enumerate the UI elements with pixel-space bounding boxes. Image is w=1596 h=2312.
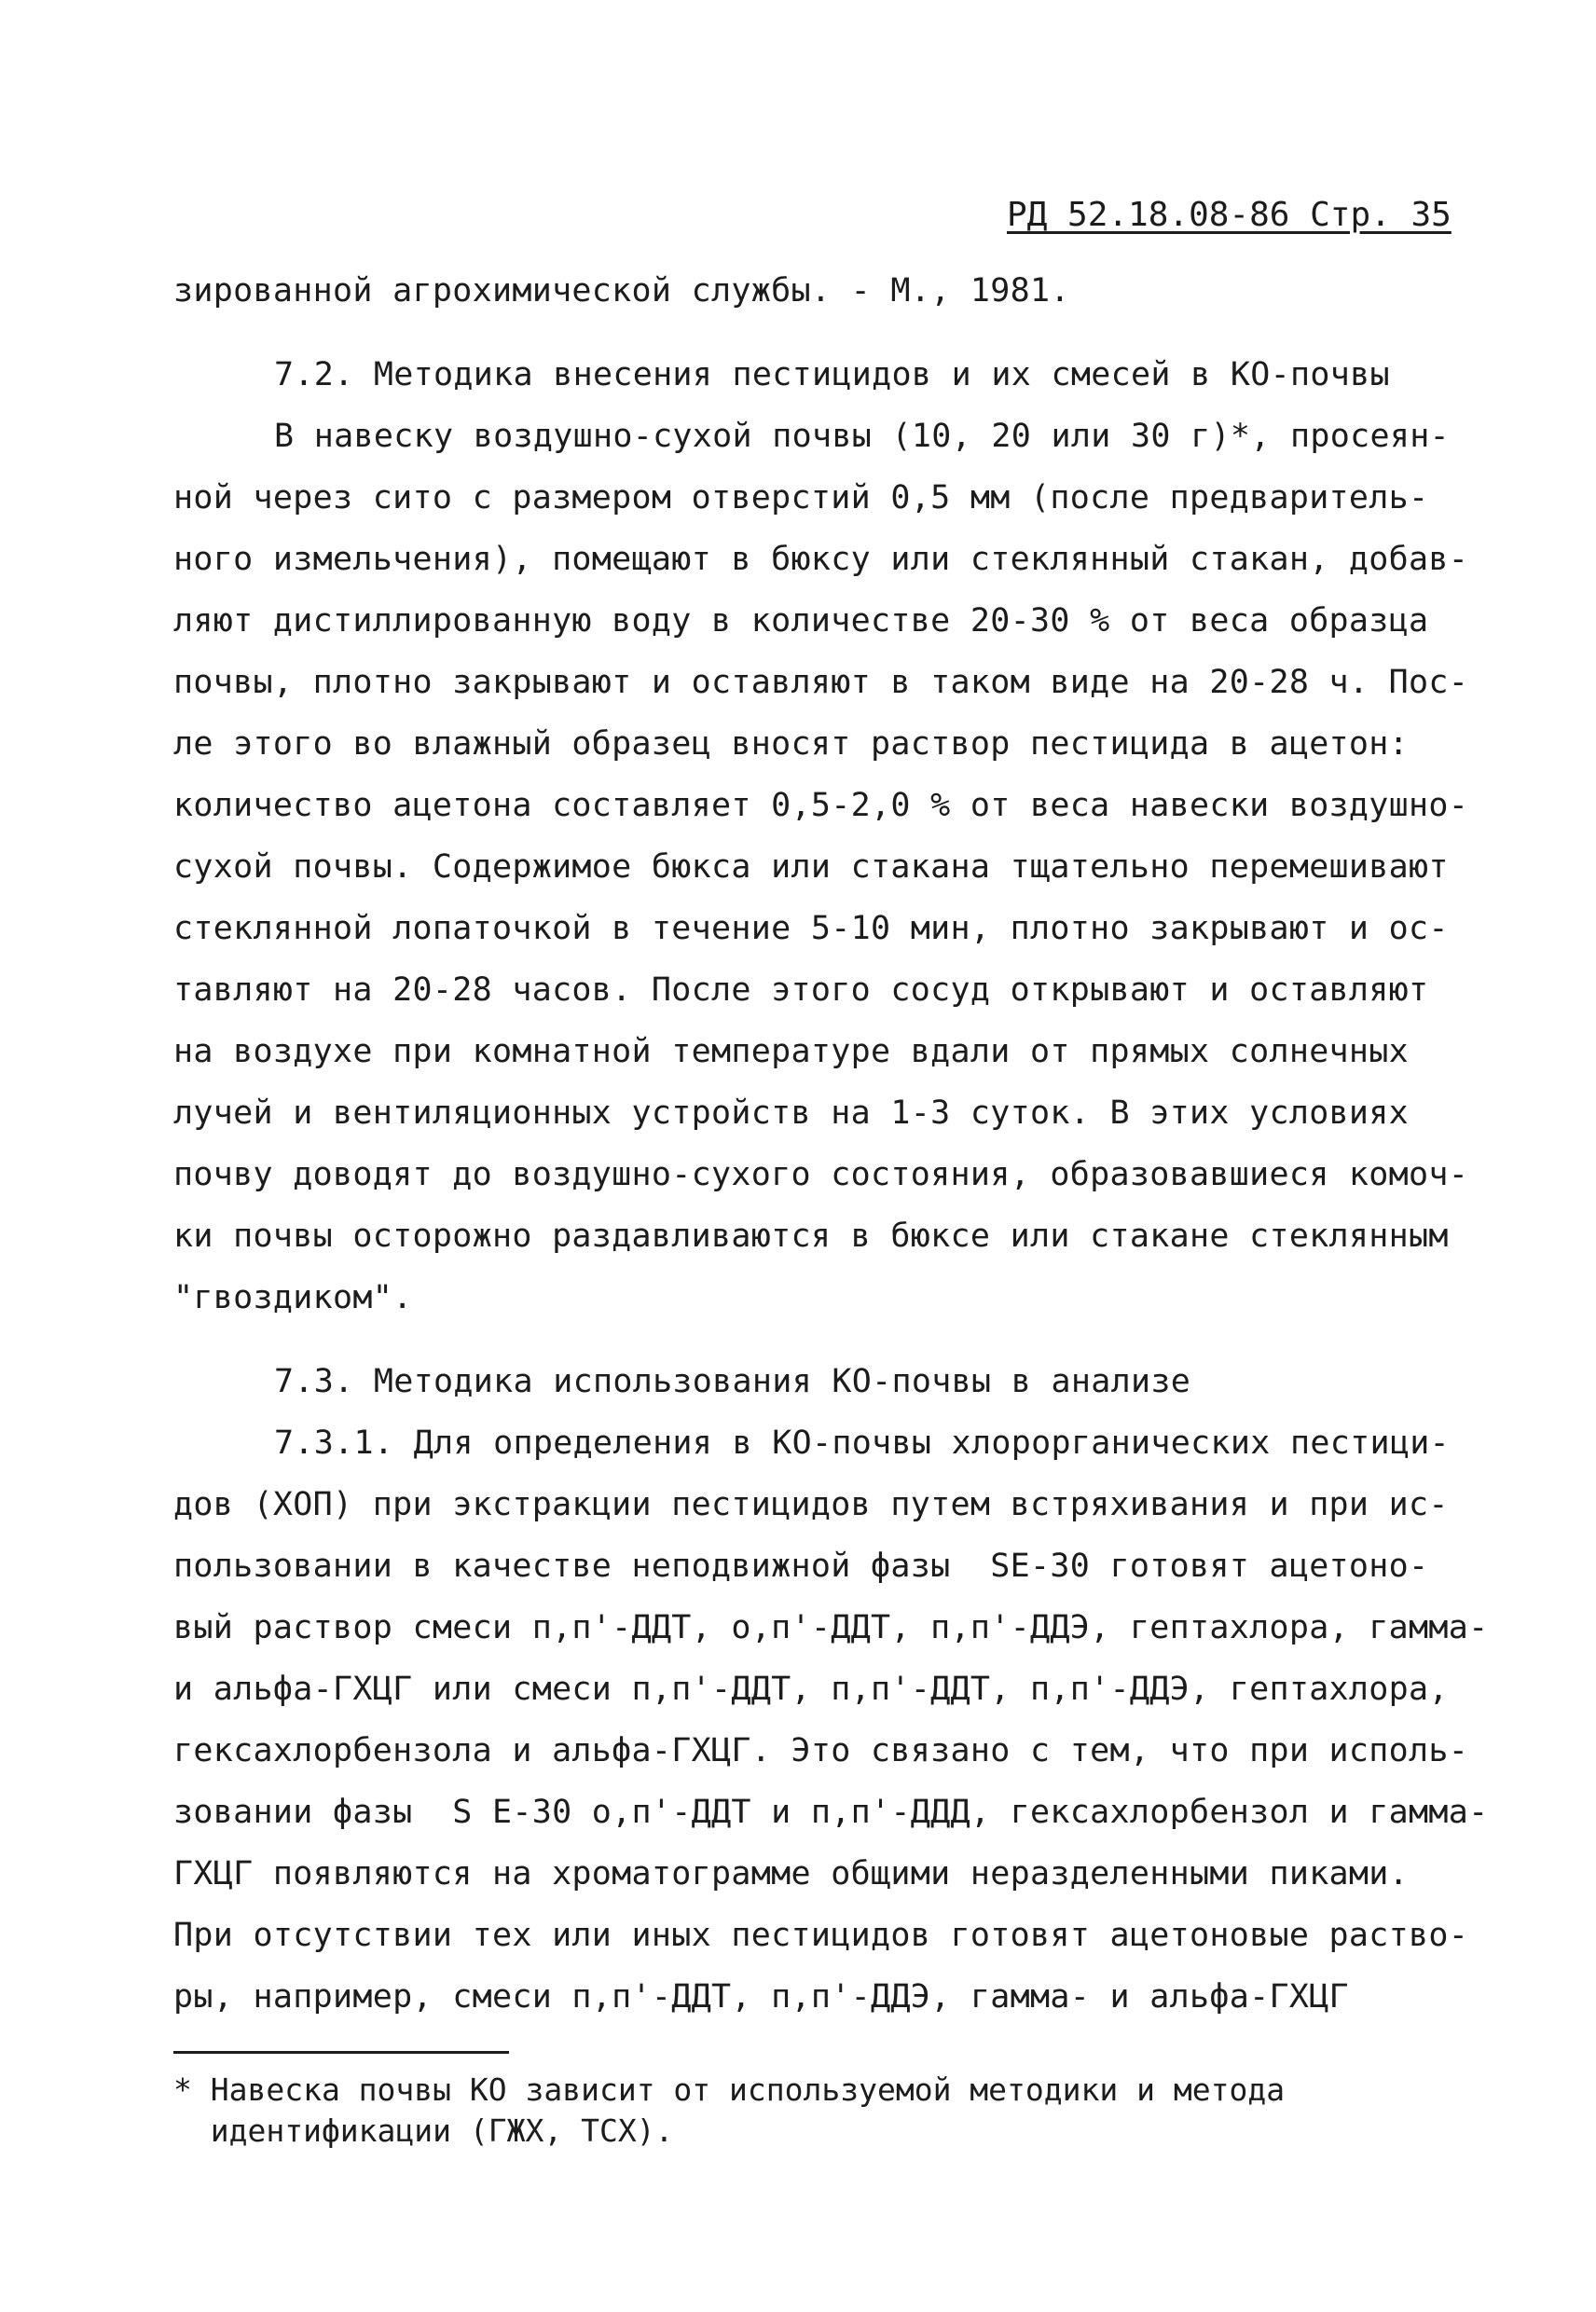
body-line-26: ГХЦГ появляются на хроматограмме общими неразделенными пиками.	[173, 1855, 1410, 1892]
section-heading-7-2: 7.2. Методика внесения пестицидов и их смесей в КО-почвы	[274, 356, 1390, 393]
body-line-13: на воздухе при комнатной температуре вдали от прямых солнечных	[173, 1033, 1410, 1070]
section-heading-7-3: 7.3. Методика использования КО-почвы в анализе	[274, 1363, 1191, 1400]
body-line-15: почву доводят до воздушно-сухого состояния, образовавшиеся комоч-	[173, 1156, 1469, 1193]
body-line-4: ной через сито с размером отверстий 0,5 мм (после предваритель-	[173, 479, 1429, 516]
body-line-16: ки почвы осторожно раздавливаются в бюксе или стакане стеклянным	[173, 1218, 1449, 1255]
footnote-divider	[173, 2051, 509, 2054]
body-line-1: зированной агрохимической службы. - М., 1981.	[173, 272, 1070, 310]
body-line-10: сухой почвы. Содержимое бюкса или стакана тщательно перемешивают	[173, 848, 1449, 886]
document-reference-header: РД 52.18.08-86 Стр. 35	[1007, 196, 1452, 234]
body-line-22: вый раствор смеси п,п'-ДДТ, о,п'-ДДТ, п,п'-ДДЭ, гептахлора, гамма-	[173, 1609, 1489, 1646]
body-line-24: гексахлорбензола и альфа-ГХЦГ. Это связано с тем, что при исполь-	[173, 1732, 1469, 1769]
body-line-28: ры, например, смеси п,п'-ДДТ, п,п'-ДДЭ, гамма- и альфа-ГХЦГ	[173, 1978, 1349, 2016]
body-line-19: 7.3.1. Для определения в КО-почвы хлорорганических пестици-	[274, 1424, 1450, 1462]
footnote-line-2: идентификации (ГЖХ, ТСХ).	[173, 2112, 674, 2149]
body-line-5: ного измельчения), помещают в бюксу или стеклянный стакан, добав-	[173, 541, 1469, 578]
body-line-6: ляют дистиллированную воду в количестве 20-30 % от веса образца	[173, 602, 1429, 640]
body-line-25: зовании фазы S E-30 о,п'-ДДТ и п,п'-ДДД, гексахлорбензол и гамма-	[173, 1794, 1489, 1831]
body-line-27: При отсутствии тех или иных пестицидов готовят ацетоновые раство-	[173, 1917, 1469, 1954]
body-line-8: ле этого во влажный образец вносят раствор пестицида в ацетон:	[173, 725, 1410, 763]
body-line-23: и альфа-ГХЦГ или смеси п,п'-ДДТ, п,п'-ДДТ, п,п'-ДДЭ, гептахлора,	[173, 1671, 1449, 1708]
body-line-17: "гвоздиком".	[173, 1279, 413, 1316]
body-line-12: тавляют на 20-28 часов. После этого сосуд открывают и оставляют	[173, 971, 1429, 1009]
body-line-11: стеклянной лопаточкой в течение 5-10 мин, плотно закрывают и ос-	[173, 910, 1449, 947]
body-line-14: лучей и вентиляционных устройств на 1-3 суток. В этих условиях	[173, 1094, 1410, 1132]
body-line-9: количество ацетона составляет 0,5-2,0 % от веса навески воздушно-	[173, 787, 1469, 824]
body-line-21: пользовании в качестве неподвижной фазы SE-30 готовят ацетоно-	[173, 1548, 1429, 1585]
body-line-20: дов (ХОП) при экстракции пестицидов путем встряхивания и при ис-	[173, 1486, 1449, 1523]
body-line-3: В навеску воздушно-сухой почвы (10, 20 или 30 г)*, просеян-	[274, 418, 1450, 455]
body-line-7: почвы, плотно закрывают и оставляют в таком виде на 20-28 ч. Пос-	[173, 664, 1469, 701]
footnote-line-1: * Навеска почвы КО зависит от используемой методики и метода	[173, 2071, 1286, 2108]
